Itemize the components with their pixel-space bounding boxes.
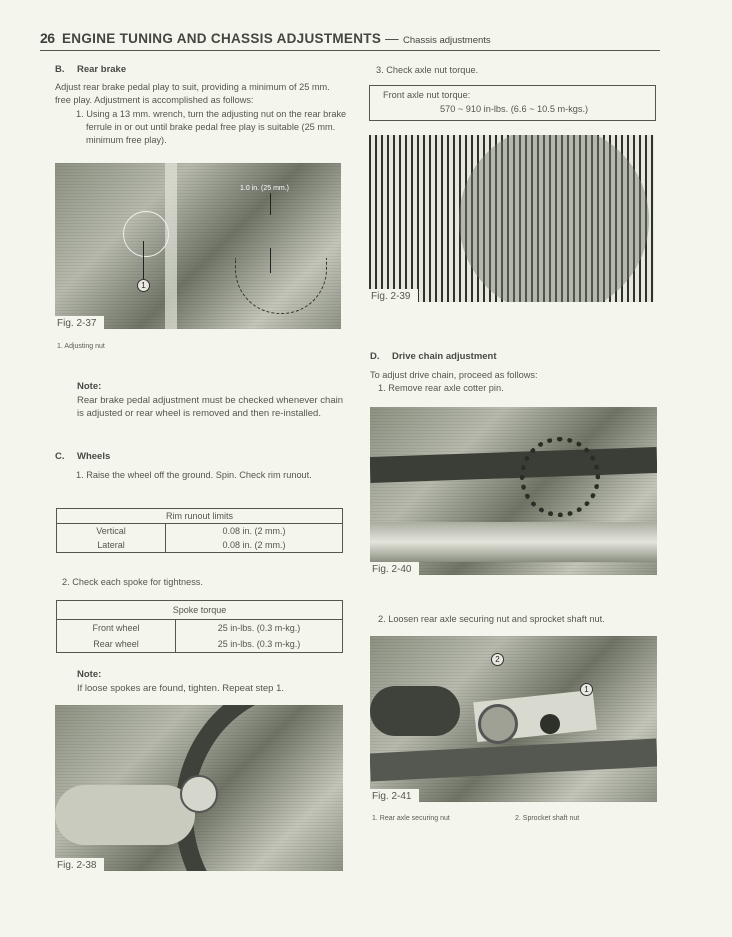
callout-number: 1: [137, 279, 150, 292]
spoke-torque-table: [56, 600, 343, 653]
muffler: [370, 522, 657, 562]
figure-label: Fig. 2-40: [370, 562, 419, 575]
dimension-arrow-top: [270, 193, 271, 215]
sprocket: [520, 437, 600, 517]
section-subtitle: Chassis adjustments: [403, 35, 491, 46]
row-label: Vertical: [57, 524, 166, 539]
note-title: Note:: [77, 669, 102, 680]
wheels-step-2: 2. Check each spoke for tightness.: [62, 577, 203, 587]
page-header: [40, 28, 660, 51]
section-d-heading: [370, 351, 497, 362]
note-text: Rear brake pedal adjustment must be checked whenever chain is adjusted or rear wheel is removed and then re-installed.: [77, 394, 343, 419]
swing-arm: [370, 447, 657, 483]
callout-2: 2: [491, 653, 504, 666]
wheel-hub: [459, 135, 649, 302]
figure-2-39-photo: [369, 135, 654, 302]
callout-line: [143, 241, 144, 279]
pedal-travel-arc: [235, 258, 327, 314]
chain-step-1: 1. Remove rear axle cotter pin.: [378, 383, 504, 393]
section-b-heading: [55, 64, 126, 75]
axle-torque-box: [369, 85, 656, 121]
note-title: Note:: [77, 381, 102, 392]
section-letter: C.: [55, 451, 65, 462]
row-label: Rear wheel: [57, 636, 176, 653]
photo-divider: [165, 163, 177, 329]
figure-2-37-photo: [55, 163, 341, 329]
torque-gauge: [180, 775, 218, 813]
callout-circle: [123, 211, 169, 257]
row-value: 25 in-lbs. (0.3 m-kg.): [176, 636, 343, 653]
rear-brake-step-1: 1. Using a 13 mm. wrench, turn the adjusting nut on the rear brake ferrule in or out until brake pedal free play is suitable (25 mm. minimum free play).: [76, 109, 347, 145]
figure-2-40-photo: [370, 407, 657, 575]
figure-2-41-caption-2: 2. Sprocket shaft nut: [515, 815, 580, 822]
wheels-step-1: 1. Raise the wheel off the ground. Spin. Check rim runout.: [76, 470, 312, 480]
section-title: Wheels: [77, 451, 111, 462]
chain-step-2: 2. Loosen rear axle securing nut and sprocket shaft nut.: [378, 614, 605, 624]
table-row: [57, 620, 343, 637]
row-label: Lateral: [57, 538, 166, 553]
figure-2-41-photo: [370, 636, 657, 802]
figure-2-38-photo: [55, 705, 343, 871]
chain-intro: To adjust drive chain, proceed as follows:: [370, 370, 538, 380]
row-value: 0.08 in. (2 mm.): [166, 524, 343, 539]
figure-2-37-caption: 1. Adjusting nut: [57, 343, 105, 350]
title-dash: —: [381, 31, 404, 46]
spoke-table-title: Spoke torque: [57, 601, 343, 620]
axle-step-3: 3. Check axle nut torque.: [376, 65, 479, 75]
section-letter: D.: [370, 351, 380, 362]
section-title: Drive chain adjustment: [392, 351, 497, 362]
rear-brake-note: [77, 380, 343, 421]
axle-hole: [540, 714, 560, 734]
chapter-title-text: ENGINE TUNING AND CHASSIS ADJUSTMENTS: [62, 31, 382, 46]
section-title: Rear brake: [77, 64, 127, 75]
rim-table-title: Rim runout limits: [57, 509, 343, 524]
callout-1: 1: [580, 683, 593, 696]
table-row: [57, 636, 343, 653]
axle-nut: [478, 704, 518, 744]
row-value: 25 in-lbs. (0.3 m-kg.): [176, 620, 343, 637]
rear-brake-intro: Adjust rear brake pedal play to suit, providing a minimum of 25 mm. free play. Adjustment is accomplished as follows:: [55, 82, 330, 105]
spoke-note: [77, 668, 343, 695]
figure-label: Fig. 2-39: [369, 289, 418, 302]
figure-label: Fig. 2-37: [55, 316, 104, 329]
torque-box-title: Front axle nut torque:: [383, 90, 471, 100]
dark-shadow: [370, 686, 460, 736]
frame-tube: [370, 739, 657, 782]
hand: [55, 785, 195, 845]
torque-box-value: 570 ~ 910 in-lbs. (6.6 ~ 10.5 m-kgs.): [440, 104, 589, 114]
page-number: 26: [40, 30, 55, 46]
figure-label: Fig. 2-38: [55, 858, 104, 871]
row-label: Front wheel: [57, 620, 176, 637]
section-c-heading: [55, 451, 110, 462]
play-annotation: 1.0 in. (25 mm.): [240, 185, 290, 192]
table-row: [57, 524, 343, 539]
table-row: [57, 538, 343, 553]
figure-2-41-caption-1: 1. Rear axle securing nut: [372, 815, 450, 822]
chapter-title: [62, 31, 491, 46]
note-text: If loose spokes are found, tighten. Repeat step 1.: [77, 682, 285, 694]
rim-runout-table: [56, 508, 343, 553]
figure-label: Fig. 2-41: [370, 789, 419, 802]
row-value: 0.08 in. (2 mm.): [166, 538, 343, 553]
section-letter: B.: [55, 64, 65, 75]
